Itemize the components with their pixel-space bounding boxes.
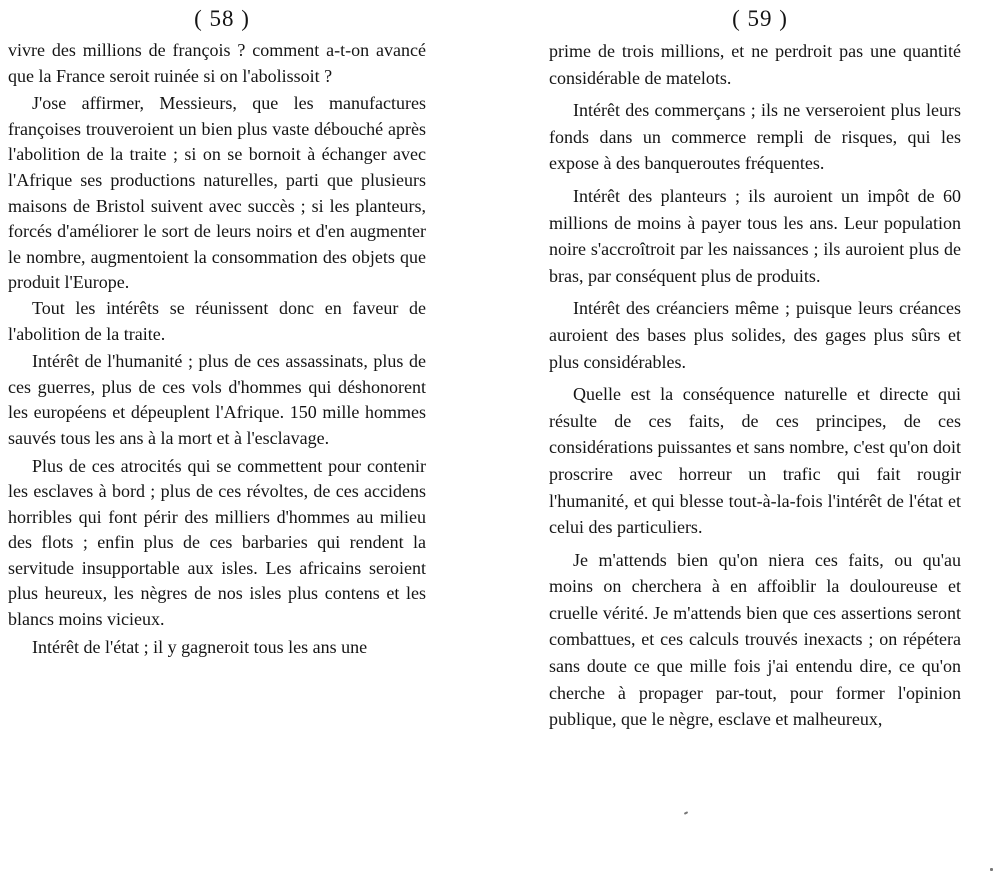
paragraph: Intérêt des commerçans ; ils ne verseroient plus leurs fonds dans un commerce rempli de risques, qui les expose à des banqueroutes fréquentes.	[549, 100, 961, 174]
paragraph: Intérêt des créanciers même ; puisque leurs créances auroient des bases plus solides, des gages plus sûrs et plus considérables.	[549, 298, 961, 372]
paper-speck	[684, 811, 688, 815]
left-page	[8, 0, 426, 660]
paragraph: J'ose affirmer, Messieurs, que les manufactures françoises trouveroient un bien plus vaste débouché après l'abolition de la traite ; si on se bornoit à échanger avec l'Afrique ses productions naturelles, parti que plusieurs maisons de Bristol suivent avec succès ; si les planteurs, forcés d'améliorer le sort de leurs noirs et d'en augmenter le nombre, augmentoient la consommation des objets que produit l'Europe.	[8, 93, 426, 293]
page-number-right: ( 59 )	[732, 6, 788, 31]
paragraph: Intérêt de l'humanité ; plus de ces assassinats, plus de ces guerres, plus de ces vols d'hommes qui déshonorent les européens et dépeuplent l'Afrique. 150 mille hommes sauvés tous les ans à la mort et à l'esclavage.	[8, 351, 426, 448]
paragraph: Plus de ces atrocités qui se commettent pour contenir les esclaves à bord ; plus de ces révoltes, de ces accidens horribles qui font périr des milliers d'hommes au milieu des flots ; enfin plus de ces barbaries qui rendent la servitude insupportable aux isles. Les africains seroient plus heureux, les nègres de nos isles plus contens et les blancs moins vicieux.	[8, 455, 426, 630]
paragraph: vivre des millions de françois ? comment a-t-on avancé que la France seroit ruinée si on l'abolissoit ?	[8, 40, 426, 86]
page-number-left: ( 58 )	[194, 6, 250, 31]
paragraph: prime de trois millions, et ne perdroit pas une quantité considérable de matelots.	[549, 41, 961, 88]
paragraph: Quelle est la conséquence naturelle et directe qui résulte de ces faits, de ces principes, de ces considérations puissantes et sans nombre, c'est qu'on doit proscrire avec horreur un trafic qui fait rougir l'humanité, et qui blesse tout-à-la-fois l'intérêt de l'état et celui des particuliers.	[549, 384, 961, 538]
paper-speck	[990, 868, 993, 871]
paragraph: Tout les intérêts se réunissent donc en faveur de l'abolition de la traite.	[8, 297, 426, 344]
paragraph: Intérêt des planteurs ; ils auroient un impôt de 60 millions de moins à payer tous les ans. Leur population noire s'accroîtroit par les naissances ; ils auroient plus de bras, par conséquent plus de produits.	[549, 185, 961, 286]
right-page	[549, 0, 961, 733]
paragraph: Intérêt de l'état ; il y gagneroit tous les ans une	[32, 636, 368, 657]
paragraph: Je m'attends bien qu'on niera ces faits, ou qu'au moins on cherchera à en affoiblir la douloureuse et cruelle vérité. Je m'attends bien que ces assertions seront combattues, et ces calculs trouvés inexacts ; on répétera sans doute ce que mille fois j'ai entendu dire, ce qu'on cherche à propager par-tout, pour former l'opinion publique, que le nègre, esclave et malheureux,	[549, 549, 961, 730]
